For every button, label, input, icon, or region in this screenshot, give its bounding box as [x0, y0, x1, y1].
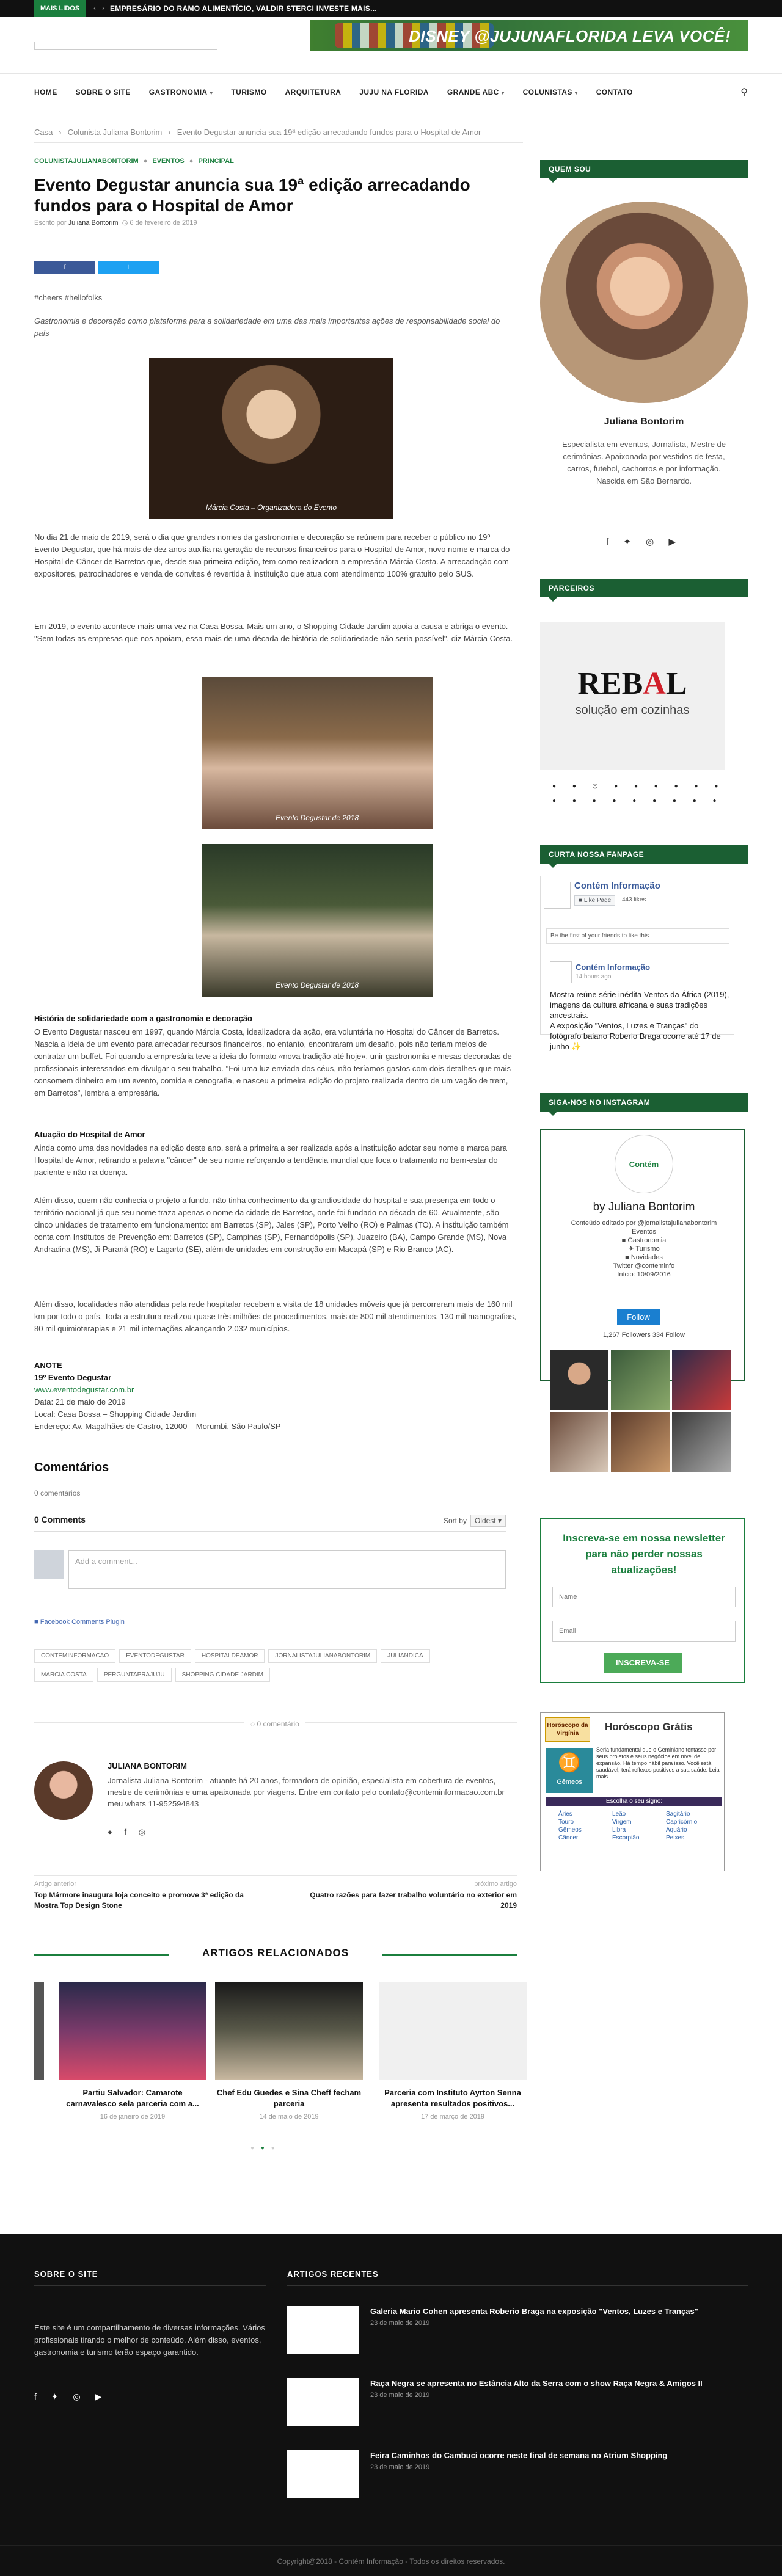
next-label: próximo artigo — [474, 1880, 517, 1888]
breadcrumb — [34, 122, 523, 143]
page-logo[interactable] — [544, 882, 571, 909]
trending-label: MAIS LIDOS — [34, 0, 86, 17]
tag-link[interactable]: MARCIA COSTA — [34, 1668, 93, 1682]
related-title[interactable]: Parceria com Instituto Ayrton Senna apresenta resultados positivos... — [384, 2088, 521, 2108]
post-navigation — [34, 1875, 517, 1912]
sign-link[interactable]: Sagitário — [666, 1811, 690, 1817]
post-logo[interactable] — [550, 961, 572, 983]
author-bio: Jornalista Juliana Bontorim - atuante há 20 anos, formadora de opinião, especialista em cobertura de eventos, mestre de cerimônias e uma apaixonada por viagens. Entre em contato pelo contato@conteminformacao.com.br meu whats 11-952594843 — [108, 1776, 505, 1808]
nav-item-home[interactable]: HOME — [34, 88, 57, 96]
horoscope-logo[interactable]: Horóscopo da Virgínia — [545, 1717, 590, 1742]
breadcrumb-home[interactable]: Casa — [34, 128, 53, 137]
horoscope-title: Horóscopo Grátis — [605, 1721, 693, 1733]
breadcrumb-current: Evento Degustar anuncia sua 19ª edição arrecadando fundos para o Hospital de Amor — [177, 128, 481, 137]
banner-text: DISNEY @JUJUNAFLORIDA LEVA VOCÊ! — [409, 27, 731, 45]
chevron-down-icon: ▾ — [210, 90, 213, 96]
site-logo[interactable] — [34, 42, 217, 50]
divider — [34, 2285, 266, 2286]
category-link[interactable]: EVENTOS — [152, 158, 185, 165]
horoscope-text: Seria fundamental que o Geminiano tentasse por seus projetos e seus negócios em nível de expansão. Há tempo hábil para isso. Você está saudável; terá reflexos positivos a sua saúde. Leia mais — [596, 1747, 720, 1780]
sign-link[interactable]: Escorpião — [612, 1835, 640, 1841]
post-byline: Escrito por Juliana Bontorim ◷ 6 de fevereiro de 2019 — [34, 219, 197, 227]
sign-link[interactable]: Libra — [612, 1827, 626, 1833]
chevron-right-icon: › — [168, 128, 171, 137]
recent-title[interactable]: Galeria Mario Cohen apresenta Roberio Braga na exposição "Ventos, Luzes e Tranças" — [370, 2307, 698, 2316]
copyright: Copyright@2018 - Contém Informação - Todos os direitos reservados. — [0, 2545, 782, 2576]
sign-link[interactable]: Virgem — [612, 1819, 632, 1825]
choose-sign-label: Escolha o seu signo: — [546, 1797, 722, 1806]
chevron-right-icon[interactable]: › — [102, 5, 104, 12]
tag-link[interactable]: PERGUNTAPRAJUJU — [97, 1668, 172, 1682]
related-date: 14 de maio de 2019 — [259, 2113, 319, 2120]
instagram-name: by Juliana Bontorim — [593, 1201, 695, 1213]
related-image[interactable] — [379, 1982, 527, 2080]
sign-link[interactable]: Capricórnio — [666, 1819, 698, 1825]
prev-post-link[interactable]: Top Mármore inaugura loja conceito e promove 3ª edição da Mostra Top Design Stone — [34, 1891, 244, 1910]
comment-count[interactable]: ◌ 0 comentário — [244, 1720, 305, 1728]
trending-headline[interactable]: EMPRESÁRIO DO RAMO ALIMENTÍCIO, VALDIR STERCI INVESTE MAIS... — [110, 4, 377, 13]
event-url-link[interactable]: www.eventodegustar.com.br — [34, 1385, 134, 1394]
related-heading: ARTIGOS RELACIONADOS — [34, 1947, 517, 1962]
article-paragraph: Ainda como uma das novidades na edição deste ano, será a primeira a ser realizada após a instituição adotar seu nome e marca para Hospital de Amor, retirando a palavra "câncer" de seu nome reforçando a tendência mundial que foca o tratamento no bem-estar do paciente e não na doença. — [34, 1143, 507, 1177]
sign-link[interactable]: Áries — [558, 1811, 572, 1817]
facebook-icon: ■ — [579, 897, 583, 904]
twitter-share-button[interactable]: t — [98, 261, 159, 274]
footer-social-icons[interactable]: f ✦ ◎ ▶ — [34, 2392, 108, 2401]
post-time: 14 hours ago — [576, 973, 612, 980]
post-author[interactable]: Contém Informação — [576, 962, 651, 972]
instagram-photo[interactable] — [672, 1412, 731, 1472]
footer-about-heading: SOBRE O SITE — [34, 2269, 98, 2279]
post-categories: COLUNISTAJULIANABONTORIM ● EVENTOS ● PRINCIPAL — [34, 158, 234, 165]
tag-link[interactable]: HOSPITALDEAMOR — [195, 1649, 265, 1663]
author-name[interactable]: JULIANA BONTORIM — [108, 1761, 187, 1770]
instagram-bio: Conteúdo editado por @jornalistajulianabontorim Eventos ■ Gastronomia ✈ Turismo ■ Novidades Twitter @conteminfo Início: 10/09/2016 — [571, 1220, 717, 1278]
chevron-down-icon: ▾ — [501, 90, 505, 96]
recent-title[interactable]: Raça Negra se apresenta no Estância Alto da Serra com o show Raça Negra & Amigos II — [370, 2379, 703, 2388]
parceiros-heading: PARCEIROS — [540, 579, 748, 597]
search-icon[interactable]: ⚲ — [740, 87, 748, 98]
category-link[interactable]: PRINCIPAL — [198, 158, 234, 165]
comments-count: 0 comentários — [34, 1489, 81, 1497]
related-date: 17 de março de 2019 — [421, 2113, 484, 2120]
fb-comments-count: 0 Comments — [34, 1515, 506, 1532]
comment-input[interactable]: Add a comment... — [68, 1550, 506, 1589]
chevron-right-icon: › — [59, 128, 62, 137]
article-paragraph: Em 2019, o evento acontece mais uma vez na Casa Bossa. Mais um ano, o Shopping Cidade Jardim apoia a causa e abriga o evento. "Sem todas as empresas que nos apoiam, essa mais de uma década de história de solidariedade não seria possível", diz Márcia Costa. — [34, 622, 513, 643]
about-social-icons[interactable]: f ✦ ◎ ▶ — [606, 537, 682, 547]
related-card[interactable] — [215, 1982, 363, 2120]
instagram-stats: 1,267 Followers 334 Follow — [603, 1331, 685, 1339]
like-page-button[interactable]: ■ Like Page — [574, 895, 615, 906]
author-social-icons[interactable]: ● f ◎ — [108, 1827, 151, 1836]
author-photo — [540, 202, 748, 403]
tag-link[interactable]: JULIANDICA — [381, 1649, 429, 1663]
article-image — [202, 677, 433, 829]
recent-date: 23 de maio de 2019 — [370, 2392, 430, 2399]
category-link[interactable]: COLUNISTAJULIANABONTORIM — [34, 158, 139, 165]
instagram-photo[interactable] — [672, 1350, 731, 1410]
footer-about-text: Este site é um compartilhamento de diversas informações. Vários profissionais tirando o melhor de conteúdo. Além disso, eventos, gastronomia e turismo terão espaço garantido. — [34, 2323, 265, 2357]
related-card[interactable] — [379, 1982, 527, 2120]
article-subheading: História de solidariedade com a gastronomia e decoração — [34, 1014, 252, 1023]
image-caption: Evento Degustar de 2018 — [275, 813, 359, 822]
note-heading: ANOTE — [34, 1361, 62, 1370]
post-body: Mostra reúne série inédita Ventos da África (2019), imagens da cultura africana e suas tradições ancestrais. A exposição "Ventos, Luzes e Tranças" do fotógrafo baiano Roberio Braga ocorre até 17 de junho ✨ — [550, 990, 729, 1051]
facebook-share-button[interactable]: f — [34, 261, 95, 274]
related-image[interactable] — [59, 1982, 206, 2080]
tag-link[interactable]: SHOPPING CIDADE JARDIM — [175, 1668, 270, 1682]
nav-item-grande-abc[interactable]: GRANDE ABC ▾ — [447, 88, 505, 96]
newsletter-name-field[interactable] — [552, 1587, 736, 1607]
header-banner[interactable] — [310, 20, 748, 51]
instagram-avatar[interactable]: Contém — [615, 1135, 673, 1193]
article-lead: Gastronomia e decoração como plataforma para a solidariedade em uma das mais importantes ações de responsabilidade social do país — [34, 316, 500, 338]
related-card[interactable] — [59, 1982, 206, 2120]
related-title[interactable]: Chef Edu Guedes e Sina Cheff fecham parceria — [216, 2088, 362, 2108]
article-paragraph: No dia 21 de maio de 2019, será o dia que grandes nomes da gastronomia e decoração se reúnem para receber o público no 19º Evento Degustar, que há mais de dez anos auxilia na geração de recursos financeiros para o Hospital de Amor, novo nome e marca do Hospital de Câncer de Barretos que, desde sua primeira edição, tem como realizadora a empresária Márcia Costa. A arrecadação com expositores, patrocinadores e venda de convites é revertida à instituição que atua com atendimento 100% gratuito pelo SUS. — [34, 533, 510, 578]
site-footer — [0, 2234, 782, 2576]
main-nav — [0, 73, 782, 111]
nav-item-turismo[interactable]: TURISMO — [231, 88, 267, 96]
article-paragraph: Além disso, quem não conhecia o projeto a fundo, não tinha conhecimento da grandiosidade do hospital e sua presença em todo o território nacional já que seu nome traza apenas o nome da cidade de Barretos, onde foi fundado na década de 60. Atualmente, são cinco unidades de tratamento em funcionamento: em Barretos (SP), Jales (SP), Porto Velho (RO) e Palmas (TO). A instituição também conta com Institutos de Prevenção em: Barretos (SP), Campinas (SP), Fernandópolis (SP), Juazeiro (BA), Campo Grande (MS), Nova Andradina (MS), Ji-Paraná (RO) e Lagarto (SE), além de unidades em construção em Macapá (SP) e Rio Branco (AC). — [34, 1196, 509, 1254]
masks-icon: ♊ — [558, 1753, 581, 1773]
about-bio: Especialista em eventos, Jornalista, Mestre de cerimônias. Apaixonada por vestidos de festa, carros, futebol, cachorros e por informação. Nascida em São Bernardo. — [561, 440, 726, 486]
note-date: Data: 21 de maio de 2019 — [34, 1397, 126, 1406]
follow-button[interactable]: Follow — [617, 1309, 660, 1325]
image-caption: Evento Degustar de 2018 — [275, 981, 359, 989]
sign-link[interactable]: Gêmeos — [558, 1827, 582, 1833]
article-image — [149, 358, 393, 519]
sort-control: Sort by Oldest ▾ — [444, 1515, 506, 1527]
related-image[interactable] — [215, 1982, 363, 2080]
about-name: Juliana Bontorim — [604, 417, 684, 427]
nav-item-juju-florida[interactable]: JUJU NA FLORIDA — [359, 88, 429, 96]
sort-select[interactable]: Oldest ▾ — [470, 1515, 506, 1527]
partner-tagline: solução em cozinhas — [575, 704, 690, 717]
sign-link[interactable]: Touro — [558, 1819, 574, 1825]
breadcrumb-category[interactable]: Colunista Juliana Bontorim — [67, 128, 163, 137]
instagram-photo[interactable] — [611, 1412, 670, 1472]
note-address: Endereço: Av. Magalhães de Castro, 12000 – Morumbi, São Paulo/SP — [34, 1422, 281, 1431]
article-paragraph: Além disso, localidades não atendidas pela rede hospitalar recebem a visita de 18 unidades móveis que já percorreram mais de 160 mil km por todo o país. Toda a estrutura realizou quase três milhões de procedimentos, mais de 800 mil atendimentos, 130 mil mamografias, 80 mil quimioterapias e 21 mil internações alcançando 2.032 municípios. — [34, 1300, 516, 1333]
fb-page-name[interactable]: Contém Informação — [574, 881, 660, 891]
next-post-link[interactable]: Quatro razões para fazer trabalho voluntário no exterior em 2019 — [310, 1891, 517, 1910]
newsletter-title: Inscreva-se em nossa newsletter para não perder nossas atualizações! — [563, 1532, 725, 1576]
recent-title[interactable]: Feira Caminhos do Cambuci ocorre neste final de semana no Atrium Shopping — [370, 2451, 668, 2460]
instagram-photo[interactable] — [611, 1350, 670, 1410]
recent-date: 23 de maio de 2019 — [370, 2464, 430, 2471]
recent-thumb[interactable] — [287, 2378, 359, 2426]
author-box — [34, 1761, 517, 1841]
sign-list — [558, 1810, 720, 1842]
image-caption: Márcia Costa – Organizadora do Evento — [205, 503, 337, 512]
nav-item-sobre[interactable]: SOBRE O SITE — [75, 88, 131, 96]
friends-text: Be the first of your friends to like this — [546, 928, 729, 944]
recent-thumb[interactable] — [287, 2306, 359, 2354]
hashtags: #cheers #hellofolks — [34, 293, 103, 302]
avatar — [34, 1550, 64, 1579]
note-local: Local: Casa Bossa – Shopping Cidade Jardim — [34, 1410, 197, 1419]
related-title[interactable]: Partiu Salvador: Camarote carnavalesco sela parceria com a... — [66, 2088, 199, 2108]
carousel-edge — [34, 1982, 44, 2080]
clock-icon: ◷ — [122, 219, 128, 227]
comment-icon: ◌ — [250, 1720, 255, 1728]
author-link[interactable]: Juliana Bontorim — [68, 219, 119, 227]
page-title: Evento Degustar anuncia sua 19ª edição arrecadando fundos para o Hospital de Amor — [34, 175, 470, 215]
note-event: 19º Evento Degustar — [34, 1373, 112, 1382]
chevron-down-icon: ▾ — [574, 90, 578, 96]
instagram-heading: SIGA-NOS NO INSTAGRAM — [540, 1093, 748, 1112]
article-subheading: Atuação do Hospital de Amor — [34, 1130, 145, 1139]
partner-dots[interactable]: ● ● ◎ ● ● ● ● ● ● ● ● ● ● ● ● ● ● ● — [552, 783, 726, 804]
article-paragraph: O Evento Degustar nasceu em 1997, quando Márcia Costa, idealizadora da ação, era voluntária no Hospital do Câncer de Barretos. Nascia a ideia de um evento para arrecadar recursos financeiros, no entanto, encontraram um desafio, pois não teriam meios de contratar um buffet. Foi quando a empresária teve a ideia do formato «nova tradição até hoje», unir gastronomia e mesas decoradas de profissionais interessados em divulgar o seu trabalho. "Foi uma luz enviada dos céus, não teríamos gastos com dois detalhes que mais consomem dinheiro em um evento, comida e cenografia, e nasceu a primeira edição do projeto realizada dentro de um vagão de trem, em Barretos", lembra a empresária. — [34, 1027, 512, 1097]
footer-recent-heading: ARTIGOS RECENTES — [287, 2269, 379, 2279]
avatar[interactable] — [34, 1761, 93, 1820]
like-count: 443 likes — [622, 897, 646, 903]
newsletter-email-field[interactable] — [552, 1621, 736, 1642]
nav-item-colunistas[interactable]: COLUNISTAS ▾ — [522, 88, 578, 96]
quem-sou-heading: QUEM SOU — [540, 160, 748, 178]
post-tags — [34, 1649, 517, 1687]
top-bar — [0, 0, 782, 17]
nav-item-contato[interactable]: CONTATO — [596, 88, 633, 96]
carousel-dots[interactable]: ● ● ● — [250, 2145, 277, 2152]
sign-link[interactable]: Aquário — [666, 1827, 687, 1833]
instagram-photo[interactable] — [550, 1350, 608, 1410]
fanpage-heading: CURTA NOSSA FANPAGE — [540, 845, 748, 864]
partner-logo[interactable]: REBAL — [577, 666, 687, 701]
tag-link[interactable]: JORNALISTAJULIANABONTORIM — [268, 1649, 377, 1663]
tag-link[interactable]: CONTEMINFORMACAO — [34, 1649, 115, 1663]
event-note — [34, 1359, 517, 1433]
chevron-left-icon[interactable]: ‹ — [93, 5, 96, 12]
gemini-icon: ♊ Gêmeos — [546, 1748, 593, 1793]
instagram-photo[interactable] — [550, 1412, 608, 1472]
prev-label: Artigo anterior — [34, 1880, 77, 1888]
nav-item-arquitetura[interactable]: ARQUITETURA — [285, 88, 342, 96]
related-date: 16 de janeiro de 2019 — [100, 2113, 166, 2120]
sign-link[interactable]: Peixes — [666, 1835, 685, 1841]
sign-link[interactable]: Leão — [612, 1811, 626, 1817]
fb-plugin-link[interactable]: ■ Facebook Comments Plugin — [34, 1618, 125, 1626]
sign-link[interactable]: Câncer — [558, 1835, 579, 1841]
nav-item-gastronomia[interactable]: GASTRONOMIA ▾ — [148, 88, 213, 96]
divider — [287, 2285, 748, 2286]
tag-link[interactable]: EVENTODEGUSTAR — [119, 1649, 191, 1663]
recent-date: 23 de maio de 2019 — [370, 2319, 430, 2327]
subscribe-button[interactable]: INSCREVA-SE — [604, 1653, 682, 1673]
facebook-icon: ■ — [34, 1618, 38, 1626]
facebook-comments — [34, 1515, 506, 1637]
comments-heading: Comentários — [34, 1461, 109, 1474]
recent-thumb[interactable] — [287, 2450, 359, 2498]
article-image — [202, 844, 433, 997]
